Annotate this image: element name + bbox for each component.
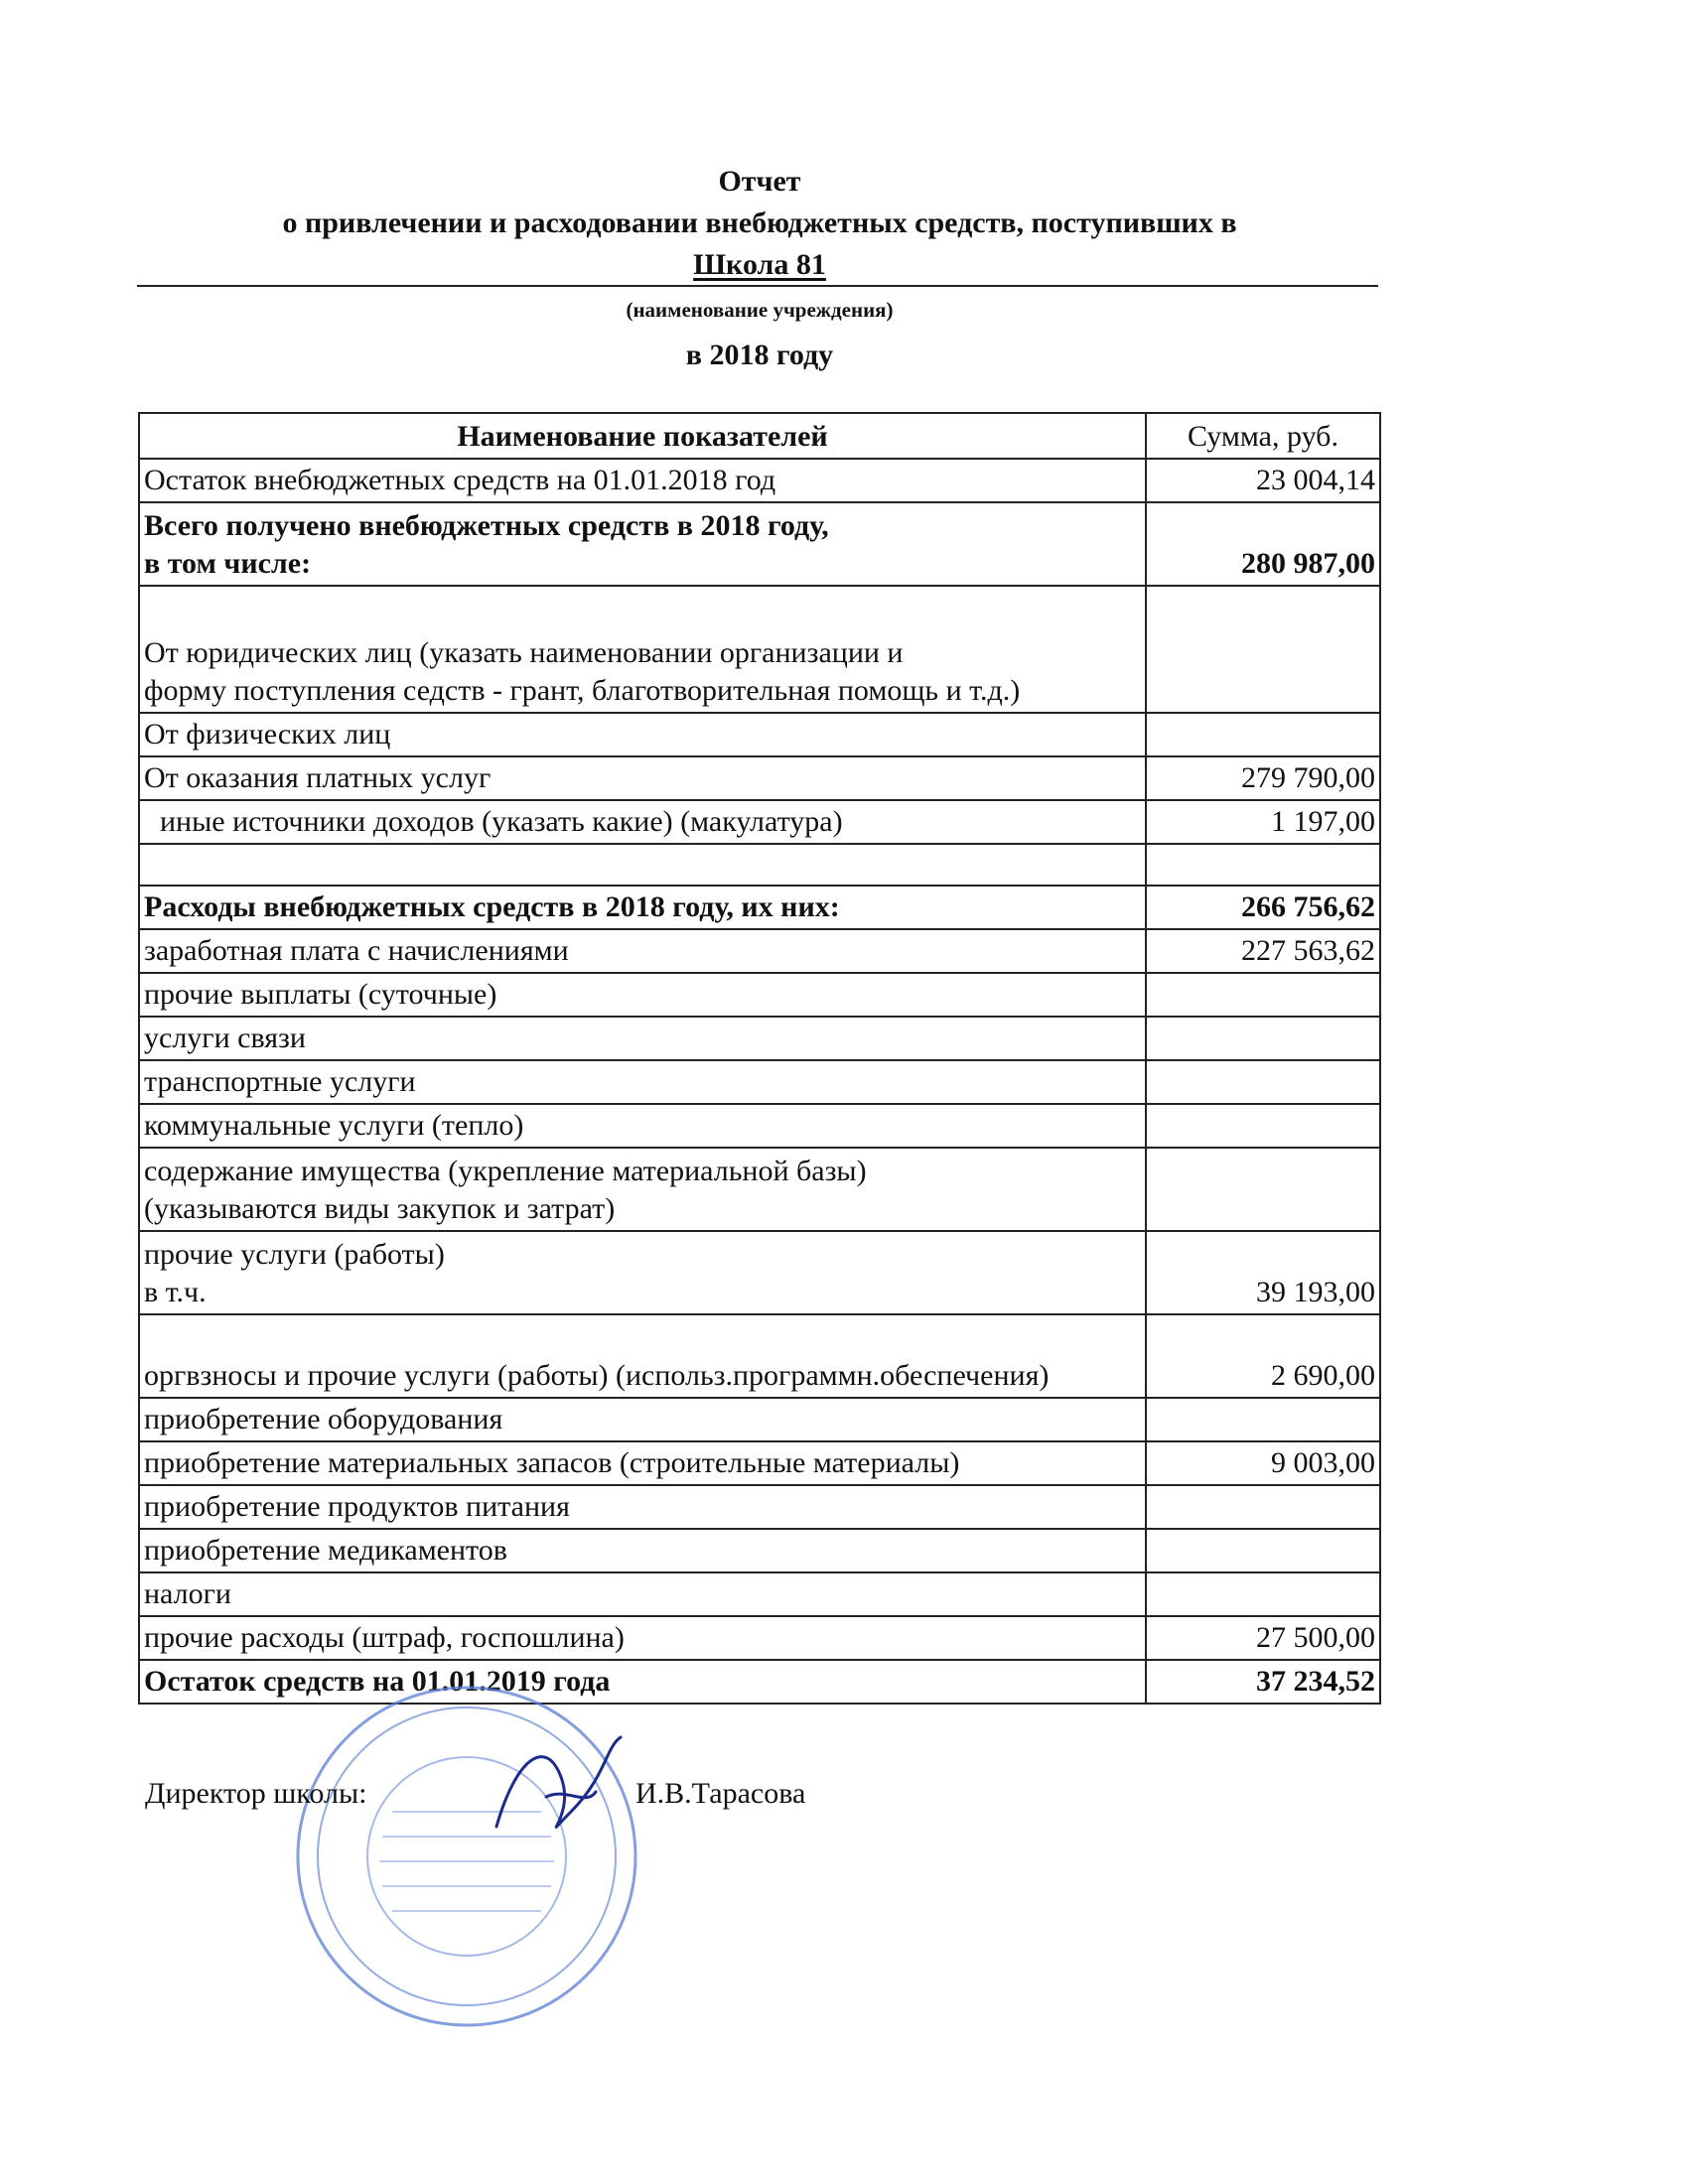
row-value	[1146, 1060, 1380, 1104]
row-label: услуги связи	[139, 1017, 1146, 1060]
row-label: Всего получено внебюджетных средств в 2018 году, в том числе:	[139, 502, 1146, 586]
row-label: приобретение медикаментов	[139, 1529, 1146, 1572]
row-label: От физических лиц	[139, 713, 1146, 756]
row-label: иные источники доходов (указать какие) (макулатура)	[139, 800, 1146, 844]
table-row	[139, 756, 1380, 800]
row-value	[1146, 1017, 1380, 1060]
row-label: налоги	[139, 1572, 1146, 1616]
table-row	[139, 1485, 1380, 1529]
signature-role: Директор школы:	[145, 1777, 367, 1810]
row-label: От оказания платных услуг	[139, 756, 1146, 800]
table-row	[139, 1060, 1380, 1104]
row-label: Расходы внебюджетных средств в 2018 году, их них:	[139, 886, 1146, 929]
row-label: прочие выплаты (суточные)	[139, 973, 1146, 1017]
table-row-empty	[139, 844, 1380, 886]
row-label: прочие расходы (штраф, госпошлина)	[139, 1616, 1146, 1660]
table-row	[139, 886, 1380, 929]
institution-name	[139, 244, 1380, 286]
row-value	[1146, 1104, 1380, 1148]
report-title: Отчет	[718, 165, 801, 198]
table-row	[139, 1398, 1380, 1441]
row-label: Остаток внебюджетных средств на 01.01.2018 год	[139, 459, 1146, 502]
row-value	[1146, 586, 1380, 713]
row-label: приобретение продуктов питания	[139, 1485, 1146, 1529]
row-label: приобретение материальных запасов (строительные материалы)	[139, 1441, 1146, 1485]
row-value	[1146, 713, 1380, 756]
col-header-sum: Сумма, руб.	[1146, 413, 1380, 459]
row-value: 37 234,52	[1146, 1660, 1380, 1704]
row-value	[1146, 1572, 1380, 1616]
table-row	[139, 1104, 1380, 1148]
table-row	[139, 973, 1380, 1017]
row-value	[1146, 973, 1380, 1017]
report-header	[139, 161, 1380, 375]
table-row	[139, 1314, 1380, 1398]
table-header-row	[139, 413, 1380, 459]
table-row	[139, 1572, 1380, 1616]
row-label	[139, 844, 1146, 886]
report-year: в 2018 году	[685, 339, 834, 371]
row-value: 279 790,00	[1146, 756, 1380, 800]
row-label: заработная плата с начислениями	[139, 929, 1146, 973]
row-label: приобретение оборудования	[139, 1398, 1146, 1441]
table-row	[139, 502, 1380, 586]
row-label: транспортные услуги	[139, 1060, 1146, 1104]
col-header-name: Наименование показателей	[139, 413, 1146, 459]
row-value	[1146, 1485, 1380, 1529]
table-row	[139, 459, 1380, 502]
row-value: 27 500,00	[1146, 1616, 1380, 1660]
institution-caption: (наименование учреждения)	[626, 298, 894, 322]
table-row	[139, 1017, 1380, 1060]
table-row	[139, 1148, 1380, 1231]
director-signature	[477, 1717, 635, 1866]
table-row	[139, 929, 1380, 973]
row-value: 23 004,14	[1146, 459, 1380, 502]
institution-name-text: Школа 81	[693, 248, 826, 281]
row-value: 280 987,00	[1146, 502, 1380, 586]
row-value	[1146, 1148, 1380, 1231]
row-label: коммунальные услуги (тепло)	[139, 1104, 1146, 1148]
institution-underline	[137, 285, 1378, 287]
table-row	[139, 586, 1380, 713]
row-label: прочие услуги (работы) в т.ч.	[139, 1231, 1146, 1314]
table-row	[139, 1441, 1380, 1485]
row-value	[1146, 1529, 1380, 1572]
row-value: 2 690,00	[1146, 1314, 1380, 1398]
table-row	[139, 800, 1380, 844]
row-value: 227 563,62	[1146, 929, 1380, 973]
report-table	[138, 412, 1381, 1705]
report-subtitle: о привлечении и расходовании внебюджетных средств, поступивших в	[282, 206, 1237, 239]
table-row	[139, 713, 1380, 756]
row-value: 266 756,62	[1146, 886, 1380, 929]
row-value	[1146, 844, 1380, 886]
row-value: 9 003,00	[1146, 1441, 1380, 1485]
row-value: 1 197,00	[1146, 800, 1380, 844]
row-label: От юридических лиц (указать наименовании организации и форму поступления седств - грант, благотворительная помощь и т.д.)	[139, 586, 1146, 713]
row-label: оргвзносы и прочие услуги (работы) (использ.программн.обеспечения)	[139, 1314, 1146, 1398]
row-label: содержание имущества (укрепление материальной базы) (указываются виды закупок и затрат)	[139, 1148, 1146, 1231]
row-value	[1146, 1398, 1380, 1441]
signature-name: И.В.Тарасова	[635, 1777, 806, 1810]
row-value: 39 193,00	[1146, 1231, 1380, 1314]
table-row	[139, 1231, 1380, 1314]
table-row	[139, 1529, 1380, 1572]
row-label: Остаток средств на 01.01.2019 года	[139, 1660, 1146, 1704]
table-row	[139, 1616, 1380, 1660]
